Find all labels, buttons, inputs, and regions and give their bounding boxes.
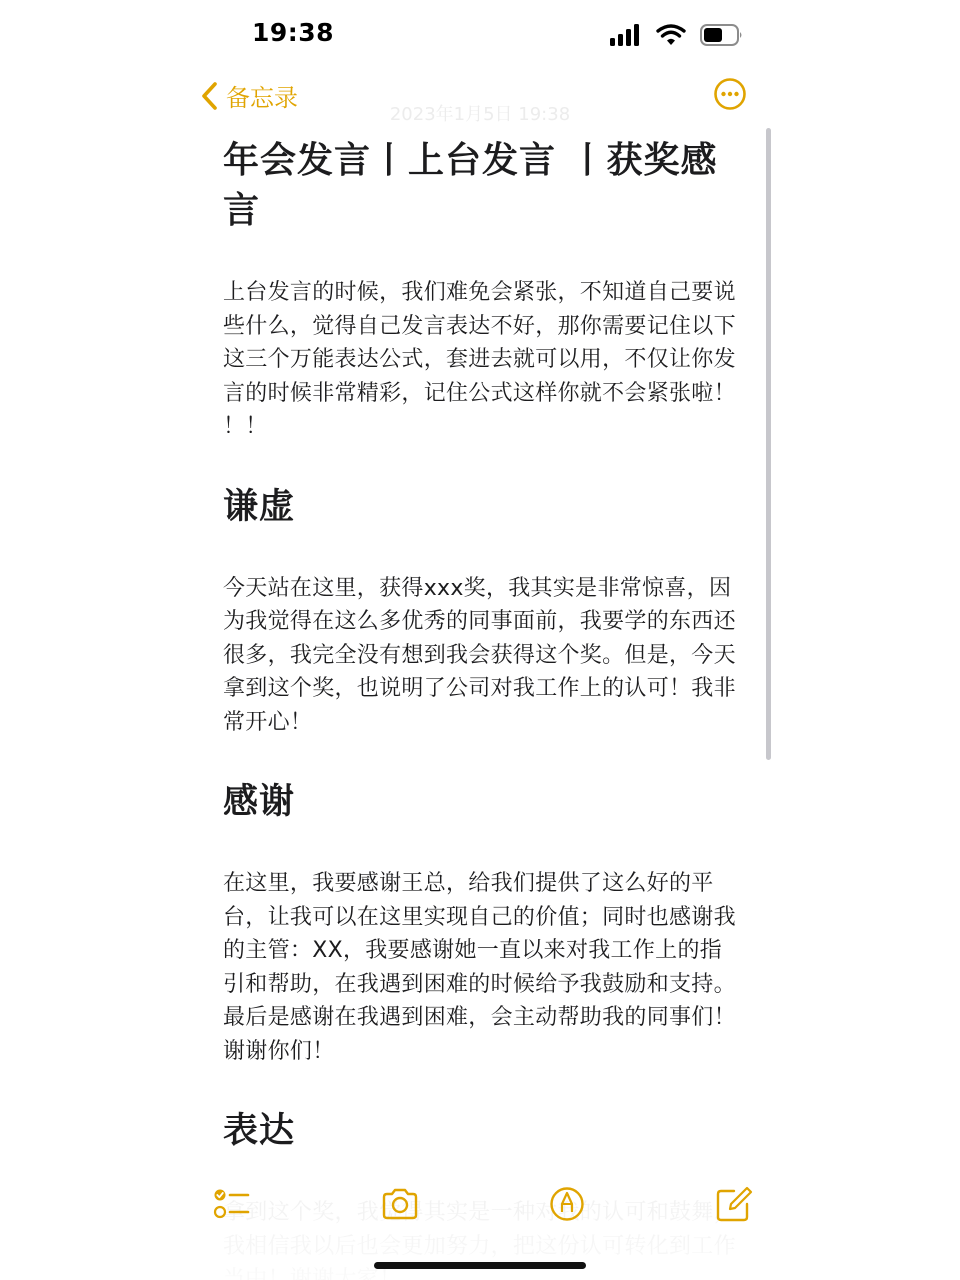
section-body-thanks: 在这里，我要感谢王总，给我们提供了这么好的平台，让我可以在这里实现自己的价值；同时也感谢我的主管：XX，我要感谢她一直以来对我工作上的指引和帮助，在我遇到困难的时候给予我鼓励和支持。 最后是感谢在我遇到困难，会主动帮助我的同事们！ 谢谢你们！ xyxy=(223,871,736,1064)
markup-button[interactable] xyxy=(547,1184,587,1224)
battery-icon xyxy=(700,24,744,46)
note-date: 2023年1月5日 19:38 xyxy=(389,104,571,125)
section-heading-express: 表达 xyxy=(223,1111,296,1151)
ellipsis-circle-icon xyxy=(714,78,746,110)
wifi-icon xyxy=(656,24,686,46)
markup-icon xyxy=(547,1184,587,1224)
camera-icon xyxy=(380,1184,420,1224)
section-heading-thanks: 感谢 xyxy=(223,782,296,822)
compose-button[interactable] xyxy=(714,1184,754,1224)
checklist-icon xyxy=(212,1184,252,1224)
note-body[interactable] xyxy=(223,136,738,1280)
scroll-indicator[interactable] xyxy=(766,128,771,760)
status-time: 19:38 xyxy=(252,18,335,47)
camera-button[interactable] xyxy=(380,1184,420,1224)
compose-icon xyxy=(714,1184,754,1224)
section-body-humble: 今天站在这里，获得xxx奖，我其实是非常惊喜，因为我觉得在这么多优秀的同事面前，我要学的东西还很多，我完全没有想到我会获得这个奖。但是，今天拿到这个奖，也说明了公司对我工作上的认可！我非常开心！ xyxy=(223,575,736,735)
note-intro: 上台发言的时候，我们难免会紧张，不知道自己要说些什么，觉得自己发言表达不好，那你需要记住以下这三个万能表达公式，套进去就可以用，不仅让你发言的时候非常精彩，记住公式这样你就不会紧张啦！ ！！ xyxy=(223,280,736,439)
home-indicator[interactable] xyxy=(374,1262,586,1269)
checklist-button[interactable] xyxy=(212,1184,252,1224)
section-heading-humble: 谦虚 xyxy=(223,486,296,527)
status-icons xyxy=(610,22,744,48)
back-button-label: 备忘录 xyxy=(226,84,298,112)
note-title: 年会发言丨上台发言 丨获奖感言 xyxy=(223,140,718,231)
more-button[interactable] xyxy=(714,78,746,110)
cellular-signal-icon xyxy=(610,24,642,46)
